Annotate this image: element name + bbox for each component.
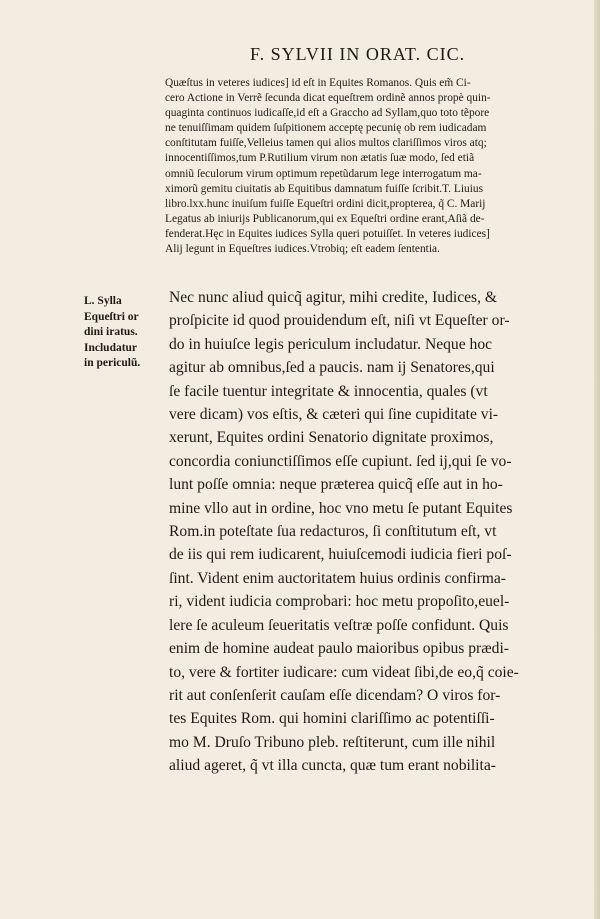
commentary-block: [165, 76, 595, 257]
marginal-line: L. Sylla: [84, 295, 122, 307]
text-line: mine vllo aut in ordine, hoc vno metu ſe putant Equites: [169, 499, 513, 517]
marginal-line: Equeſtri or: [84, 310, 139, 323]
text-line: Nec nunc aliud quicq̃ agitur, mihi credite, Iudices, &: [169, 289, 498, 306]
text-line: to, vere & fortiter iudicare: cum videat ſibi,de eo,q̃ coie-: [169, 663, 519, 681]
commentary-line: innocentiſſimos,tum P.Rutilium virum non ætatis ſuæ modo, ſed etiã: [165, 152, 475, 165]
marginal-line: dini iratus.: [84, 326, 138, 338]
marginal-line: in periculũ.: [84, 357, 141, 369]
text-line: proſpicite id quod prouidendum eſt, niſi vt Equeſter or-: [169, 312, 510, 330]
commentary-line: Legatus ab iniurijs Publicanorum,qui ex Equeſtri ordine erant,Aſiã de-: [165, 212, 485, 225]
text-line: de iis qui rem iudicarent, huiuſcemodi iudicia fieri poſ-: [169, 546, 512, 564]
main-text: [169, 286, 597, 778]
text-line: xerunt, Equites ordini Senatorio dignitate proximos,: [169, 429, 494, 447]
commentary-line: fenderat.Hęc in Equites iudices Sylla queri potuiſſet. In veteres iudices]: [165, 227, 490, 240]
text-line: mo M. Druſo Tribuno pleb. reſtiterunt, cum ille nihil: [169, 733, 496, 751]
commentary-line: ximorũ gemitu ciuitatis ab Equitibus damnatum fuiſſe ſcribit.T. Liuius: [165, 182, 484, 195]
text-line: ri, vident iudicia comprobari: hoc metu propoſito,euel-: [169, 593, 510, 611]
commentary-line: libro.lxx.hunc inuiſum fuiſſe Equeſtri ordini dicit,propterea, q̃ C. Marij: [165, 197, 486, 210]
running-head: F. SYLVII IN ORAT. CIC.: [250, 44, 466, 64]
marginal-note: [84, 294, 162, 372]
commentary-line: omniũ ſeculorum virum optimum repetũdarum lege interrogatum ma-: [165, 167, 482, 180]
commentary-line: quaginta continuos iudicaſſe,id eſt a Graccho ad Syllam,quo toto tẽpore: [165, 107, 490, 120]
text-line: aliud ageret, q̃ vt illa cuncta, quæ tum erant nobilita-: [169, 757, 496, 775]
text-line: lere ſe aculeum ſeueritatis veſtræ poſſe confidunt. Quis: [169, 616, 509, 634]
commentary-line: ne tenuiſſimam quidem ſuſpitionem acceptę pecunię ob rem iudicadam: [165, 122, 487, 135]
text-line: Rom.in poteſtate ſua redacturos, ſi conſtitutum eſt, vt: [169, 523, 497, 541]
text-line: enim de homine audeat paulo maioribus opibus prædi-: [169, 640, 509, 658]
commentary-line: Quæſtus in veteres iudices] id eſt in Equites Romanos. Quis em̃ Ci-: [165, 77, 471, 89]
text-line: rit aut conſenſerit cauſam eſſe dicendam? O viros for-: [169, 686, 501, 704]
text-line: agitur ab omnibus,ſed a paucis. nam ij Senatores,qui: [169, 359, 495, 377]
text-line: vere dicam) vos eſtis, & cæteri qui ſine cupiditate vi-: [169, 406, 499, 424]
text-line: ſe facile tuentur integritate & innocentia, quales (vt: [169, 382, 488, 400]
commentary-line: cero Actione in Verrẽ ſecunda dicat equeſtrem ordinẽ annos propè quin-: [165, 92, 491, 105]
text-line: tes Equites Rom. qui homini clariſſimo ac potentiſſi-: [169, 710, 495, 728]
commentary-line: conſtitutam fuiſſe,Velleius tamen qui alios multos clariſſimos viros atq;: [165, 137, 487, 150]
marginal-line: Includatur: [84, 341, 138, 354]
text-line: lunt poſſe omnia: neque præterea quicq̃ eſſe aut in ho-: [169, 476, 503, 494]
text-line: concordia coniunctiſſimos eſſe cupiunt. ſed ij,qui ſe vo-: [169, 452, 512, 470]
text-line: ſint. Vident enim auctoritatem huius ordinis confirma-: [169, 569, 507, 587]
commentary-line: Alij legunt in Equeſtres iudices.Vtrobiq; eſt eadem ſententia.: [165, 243, 440, 256]
page-edge: [594, 0, 600, 919]
text-line: do in huiuſce legis periculum includatur. Neque hoc: [169, 335, 493, 353]
